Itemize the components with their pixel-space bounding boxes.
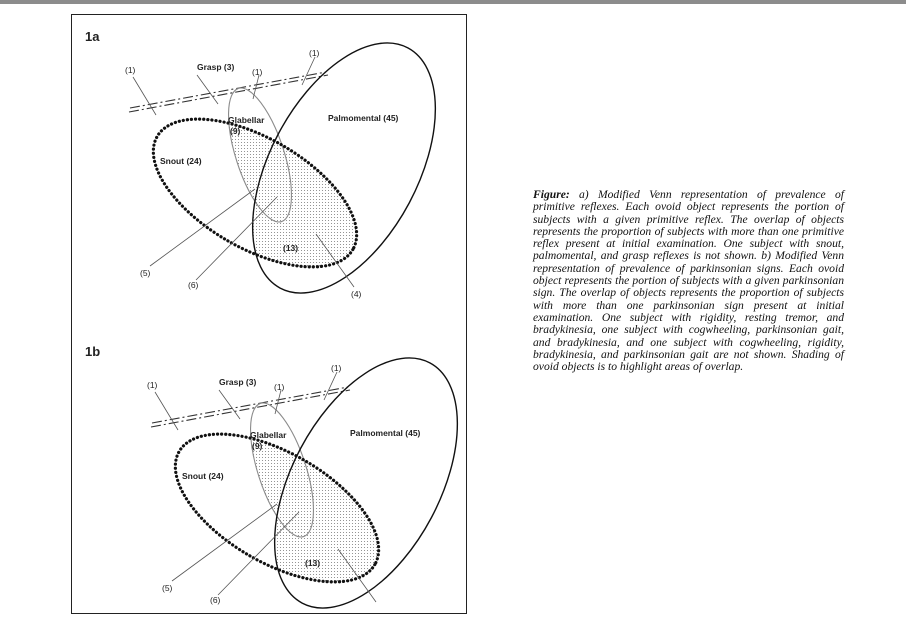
palmomental-label: Palmomental (45): [350, 428, 421, 438]
count-label: (6): [210, 595, 221, 605]
panel-1a: [72, 15, 468, 315]
figure-frame: [71, 14, 467, 614]
count-label: (1): [252, 67, 263, 77]
glabellar-count: (9): [230, 126, 241, 136]
panel-label: 1b: [85, 344, 101, 359]
overlap-shading: [72, 15, 468, 315]
grasp-label: Grasp (3): [219, 377, 257, 387]
count-label: (1): [147, 380, 158, 390]
count-label: (1): [309, 48, 320, 58]
caption-lead: Figure:: [533, 188, 570, 201]
overlap-count: (13): [283, 243, 299, 253]
panel-label: 1a: [85, 29, 100, 44]
top-border: [0, 0, 906, 4]
count-label: (1): [331, 363, 342, 373]
palmomental-label: Palmomental (45): [328, 113, 399, 123]
panel-1b: [72, 330, 468, 630]
glabellar-count: (9): [252, 441, 263, 451]
count-label: (1): [274, 382, 285, 392]
count-label: (6): [188, 280, 199, 290]
glabellar-label: Glabellar: [228, 115, 265, 125]
count-label: (1): [125, 65, 136, 75]
snout-label: Snout (24): [160, 156, 202, 166]
count-label: (4): [351, 289, 362, 299]
figure-caption: [533, 189, 844, 373]
overlap-count: (13): [305, 558, 321, 568]
overlap-shading: [72, 330, 468, 630]
venn-diagram-1a: [72, 15, 468, 315]
caption-text: a) Modified Venn representation of prevalence of primitive reflexes. Each ovoid object represents the portion of subjects with a given primitive reflex. The overlap of objects represents the proportion of subjects with more than one primitive reflex present at initial examination. One subject with snout, palmomental, and grasp reflexes is not shown. b) Modified Venn representation of prevalence of parkinsonian signs. Each ovoid object represents the portion of subjects with a given parkinsonian sign. The overlap of objects represents the proportion of subjects with more than one parkinsonian sign present at initial examination. One subject with rigidity, resting tremor, and bradykinesia, one subject with cogwheeling, parkinsonian gait, and bradykinesia, and one subject with cogwheeling, rigidity, bradykinesia, and parkinsonian gait are not shown. Shading of ovoid objects is to highlight areas of overlap.: [533, 188, 844, 374]
grasp-label: Grasp (3): [197, 62, 235, 72]
count-label: (5): [162, 583, 173, 593]
glabellar-label: Glabellar: [250, 430, 287, 440]
count-label: (5): [140, 268, 151, 278]
snout-label: Snout (24): [182, 471, 224, 481]
venn-diagram-1b: [72, 330, 468, 630]
